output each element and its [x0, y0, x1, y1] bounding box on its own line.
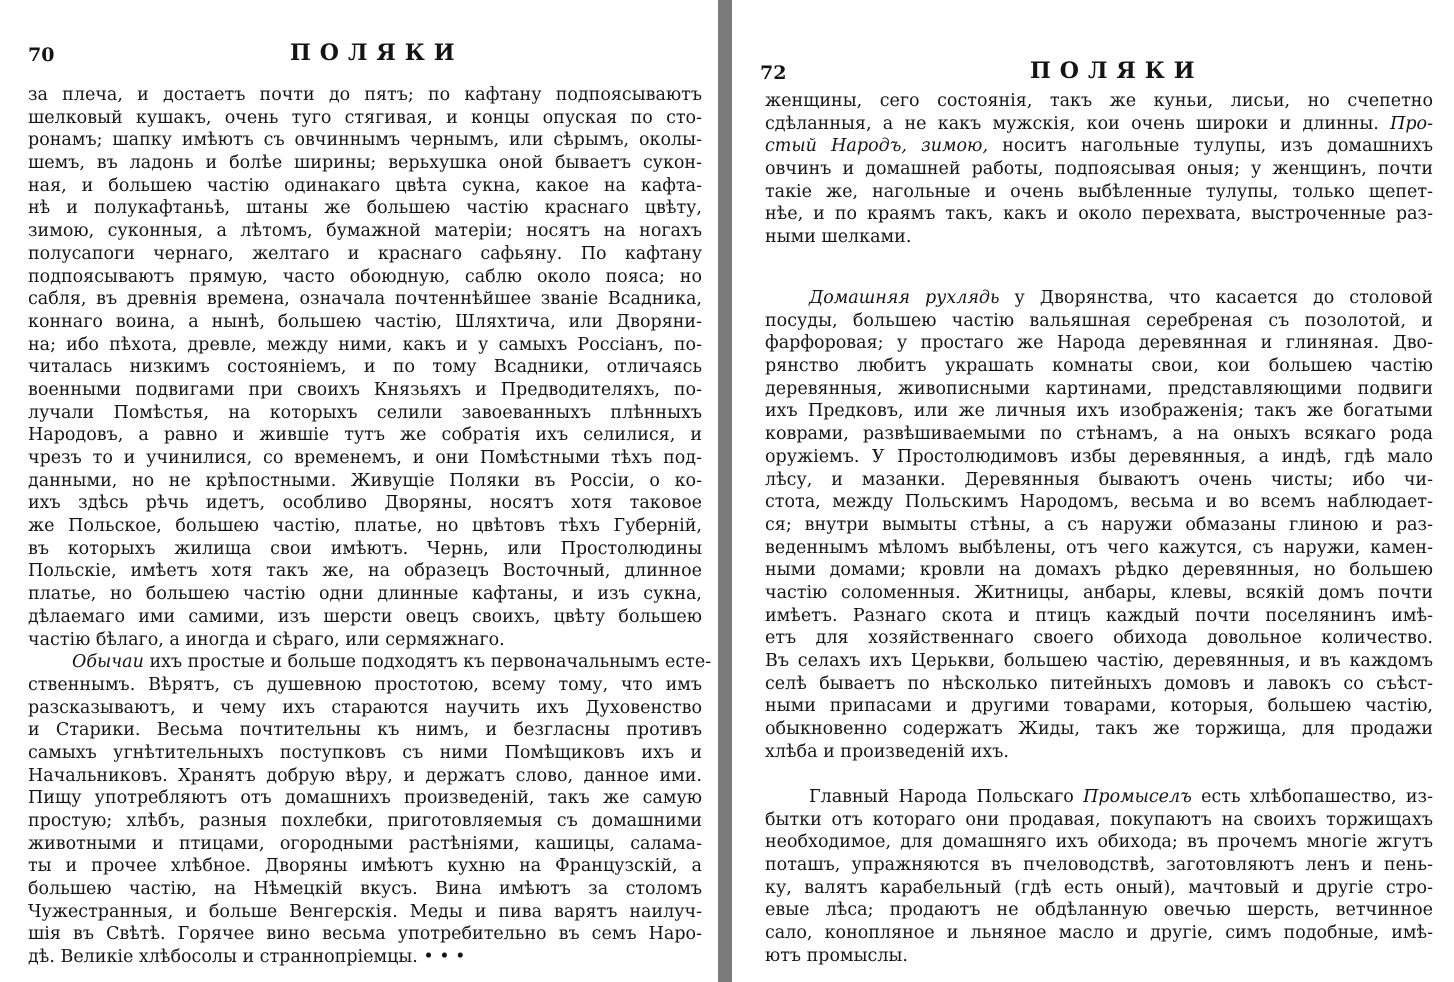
- text-line: ными шелками.: [765, 227, 912, 248]
- text-line: Чужестранныя, и больше Венгерскія. Меды и пива варятъ наилуч-: [28, 901, 702, 922]
- text-line: Пищу употребляютъ отъ домашнихъ произведеній, такъ же самую: [28, 788, 702, 809]
- paragraph: [765, 786, 1433, 968]
- text-line: нѣе, и по краямъ такъ, какъ и около перехвата, выстроченные раз-: [765, 204, 1433, 225]
- text-segment: ихъ простые и больше подходятъ къ первоначальнымъ есте-: [143, 652, 712, 673]
- paragraph: [765, 287, 1433, 763]
- text-line: обыкновенно содержатъ Жиды, такъ же торжища, для продажи: [765, 719, 1433, 740]
- text-line: за плеча, и достаетъ почти до пятъ; по кафтану подпоясываютъ: [28, 85, 702, 105]
- text-line: фарфоровая; у простаго же Народа деревянная и глиняная. Дво-: [765, 333, 1433, 354]
- text-line: данными, но не крѣпостными. Живущіе Поляки въ Россіи, о ко-: [28, 470, 702, 491]
- text-line: Начальниковъ. Хранятъ добрую вѣру, и держатъ слово, данное ими.: [28, 765, 702, 786]
- text-line: полусапоги чернаго, желтаго и краснаго сафьяну. По кафтану: [28, 243, 702, 264]
- text-line: шелковый кушакъ, очень туго стягивая, и концы опуская по сто-: [28, 107, 702, 128]
- page-number: 70: [28, 44, 55, 66]
- text-line: ными домами; кровли на домахъ рѣдко деревянныя, но большею: [765, 560, 1433, 581]
- text-line: Народовъ, а равно и жившіе тутъ же собратія ихъ селилися, и: [28, 425, 702, 446]
- text-line: ку, валятъ карабельный (гдѣ есть оный), мачтовый и другіе стро-: [765, 877, 1433, 898]
- text-line: лучали Помѣстья, на которыхъ селили завоеванныхъ плѣнныхъ: [28, 402, 702, 423]
- text-line: коннаго воина, а нынѣ, большею частію, Шляхтича, или Дворяни-: [28, 311, 702, 332]
- text-line: женщины, сего состоянія, такъ же куньи, лисьи, но счепетно: [765, 91, 1433, 111]
- text-line: чрезъ то и учинилися, со временемъ, и они Помѣстными тѣхъ под-: [28, 448, 702, 468]
- text-line: и Старики. Весьма почтительны къ нимъ, и безгласны противъ: [28, 720, 702, 741]
- text-line: шія въ Свѣтѣ. Горячее вино весьма употребительно въ семъ Наро-: [28, 924, 702, 945]
- paragraph: [28, 651, 712, 969]
- page-divider: [718, 0, 732, 982]
- text-line: селѣ бываетъ по нѣсколько питейныхъ домовъ и лавокъ со съѣст-: [765, 673, 1433, 694]
- text-line: шемъ, въ ладонь и болѣе ширины; верьхушка оной бываетъ сукон-: [28, 153, 702, 174]
- italic-term: Обычаи: [72, 652, 144, 673]
- text-line: ихъ Предковъ, или же личныя ихъ изображенія; такъ же богатыми: [765, 401, 1433, 422]
- text-line: [765, 113, 1433, 136]
- text-line: ная, и большею частію одинакаго цвѣта сукна, какое на кафта-: [28, 175, 702, 196]
- page-body: [28, 84, 712, 969]
- text-line: платье, но большею частію одни длинные кафтаны, и изъ сукна,: [28, 584, 702, 605]
- text-line: стота, между Польскимъ Народомъ, весьма и во всемъ наблюдает-: [765, 492, 1433, 513]
- text-line: въ которыхъ жилища свои имѣютъ. Чернь, или Простолюдины: [28, 538, 702, 559]
- text-line: частію бѣлаго, а иногда и сѣраго, или сермяжнаго.: [28, 629, 505, 650]
- text-line: ихъ здѣсь рѣчь идетъ, особливо Дворяны, носятъ хотя таковое: [28, 493, 702, 514]
- text-line: деревянныя, живописными картинами, представляющими подвиги: [765, 378, 1433, 399]
- text-line: зимою, суконныя, а лѣтомъ, бумажной матеріи; носятъ на ногахъ: [28, 221, 702, 242]
- text-line: читалась низкимъ состояніемъ, и по тому Всадники, отличаясь: [28, 357, 702, 378]
- text-segment: Главный Народа Польскаго: [809, 787, 1084, 807]
- text-line: веденнымъ мѣломъ выбѣлены, отъ чего кажутся, съ наружи, камен-: [765, 537, 1433, 558]
- text-segment: носитъ нагольные тулупы, изъ домашнихъ: [988, 136, 1433, 157]
- text-line: евые лѣса; продаютъ не обдѣланную овечью шерсть, ветчинное: [765, 900, 1433, 921]
- text-line: овчинъ и домашней работы, подпоясывая оныя; у женщинъ, почти: [765, 159, 1433, 180]
- left-page: [0, 0, 716, 982]
- text-line: большею частію, на Нѣмецкій вкусъ. Вина имѣютъ за столомъ: [28, 879, 702, 900]
- text-line: [765, 287, 1433, 310]
- text-line: [28, 651, 712, 674]
- text-line: имѣетъ. Разнаго скота и птицъ каждый почти поселянинъ имѣ-: [765, 605, 1433, 626]
- text-segment: сдѣланныя, а не какъ мужскія, кои очень широки и длинны.: [765, 113, 1391, 134]
- text-line: сало, конопляное и льняное масло и другіе, симъ подобные, имѣ-: [765, 923, 1433, 944]
- text-line: дѣлаемаго ими самими, изъ шерсти овецъ своихъ, цвѣту большею: [28, 606, 702, 627]
- text-line: [765, 786, 1433, 809]
- text-line: ся; внутри вымыты стѣны, а съ наружи обмазаны глиною и раз-: [765, 514, 1433, 535]
- text-line: коврами, развѣшиваемыми по стѣнамъ, а на оныхъ всякаго рода: [765, 424, 1433, 445]
- text-line: рянство любитъ украшать комнаты свои, кои большею частію: [765, 356, 1433, 377]
- text-line: нѣ и полукафтаньѣ, штаны же большею частію краснаго цвѣту,: [28, 198, 702, 219]
- page-title: ПОЛЯКИ: [290, 40, 464, 66]
- text-line: на; ибо пѣхота, древле, между ними, какъ и у самыхъ Россіанъ, по-: [28, 334, 702, 355]
- text-line: посуды, большею частію вальяшная серебреная съ позолотой, и: [765, 310, 1433, 331]
- text-line: Польскіе, имѣетъ хотя такъ же, на образецъ Восточный, длинное: [28, 561, 702, 582]
- text-line: сабля, въ древнія времена, означала почтеннѣйшее званіе Всадника,: [28, 289, 702, 310]
- italic-term: Про-: [1390, 113, 1433, 134]
- text-line: дѣ. Великіе хлѣбосолы и страннопріемцы. • • •: [28, 947, 466, 968]
- text-line: бытки отъ котораго они продавая, покупаютъ на своихъ торжищахъ: [765, 809, 1433, 830]
- text-line: Въ селахъ ихъ Церькви, большею частію, деревянныя, и въ каждомъ: [765, 651, 1433, 671]
- paragraph: [28, 84, 702, 651]
- italic-term: Промыселъ: [1083, 787, 1192, 807]
- text-line: разсказываютъ, и чему ихъ стараются научить ихъ Духовенство: [28, 697, 702, 718]
- text-line: частію соломенныя. Житницы, анбары, клевы, всякій домъ почти: [765, 582, 1433, 603]
- text-line: ными припасами и другими товарами, которыя, большею частію,: [765, 696, 1433, 717]
- text-line: оружіемъ. У Простолюдимовъ избы деревянныя, а индѣ, гдѣ мало: [765, 446, 1433, 467]
- text-line: самыхъ угнѣтительныхъ поступковъ съ ними Помѣщиковъ ихъ и: [28, 742, 702, 763]
- page-number: 72: [760, 62, 787, 84]
- text-line: поташъ, упражняются въ пчеловодствѣ, заготовляютъ ленъ и пень-: [765, 855, 1433, 876]
- text-line: хлѣба и произведеній ихъ.: [765, 741, 1009, 762]
- text-line: необходимое, для домашняго ихъ обихода; въ прочемъ многіе жгутъ: [765, 832, 1433, 853]
- text-line: етъ для хозяйственнаго своего обихода довольное количество.: [765, 628, 1433, 649]
- right-page: [734, 0, 1454, 982]
- text-line: ты и прочее хлѣбное. Дворяны имѣютъ кухню на Французскій, а: [28, 856, 702, 877]
- text-segment: у Дворянства, что касается до столовой: [999, 288, 1433, 308]
- text-line: простую; хлѣбъ, разныя похлебки, приготовляемыя съ домашними: [28, 811, 702, 831]
- text-line: ронамъ; шапку имѣютъ съ овчиннымъ чернымъ, или сѣрымъ, околы-: [28, 130, 702, 151]
- text-line: военными подвигами при своихъ Князьяхъ и Предводителяхъ, по-: [28, 379, 702, 400]
- text-line: ственнымъ. Вѣрятъ, съ душевною простотою, всему тому, что имъ: [28, 674, 702, 695]
- page-title: ПОЛЯКИ: [1030, 58, 1204, 84]
- text-line: лѣсу, и мазанки. Деревянныя бываютъ очень чисты; ибо чи-: [765, 469, 1433, 490]
- paragraph: [765, 90, 1433, 249]
- text-line: животными и птицами, огородными растѣніями, кашицы, салама-: [28, 833, 702, 854]
- italic-term: Домашняя рухлядь: [809, 288, 1000, 308]
- text-line: [765, 135, 1433, 158]
- text-line: же Польское, большею частію, платье, но цвѣтовъ тѣхъ Губерній,: [28, 516, 702, 537]
- text-line: такіе же, нагольные и очень выбѣленные тулупы, только щепет-: [765, 181, 1433, 202]
- text-line: ютъ промыслы.: [765, 945, 908, 966]
- italic-term: стый Народъ, зимою,: [765, 136, 989, 157]
- text-segment: есть хлѣбопашество, из-: [1191, 787, 1433, 807]
- text-line: подпоясываютъ прямую, часто обоюдную, саблю около пояса; но: [28, 266, 702, 287]
